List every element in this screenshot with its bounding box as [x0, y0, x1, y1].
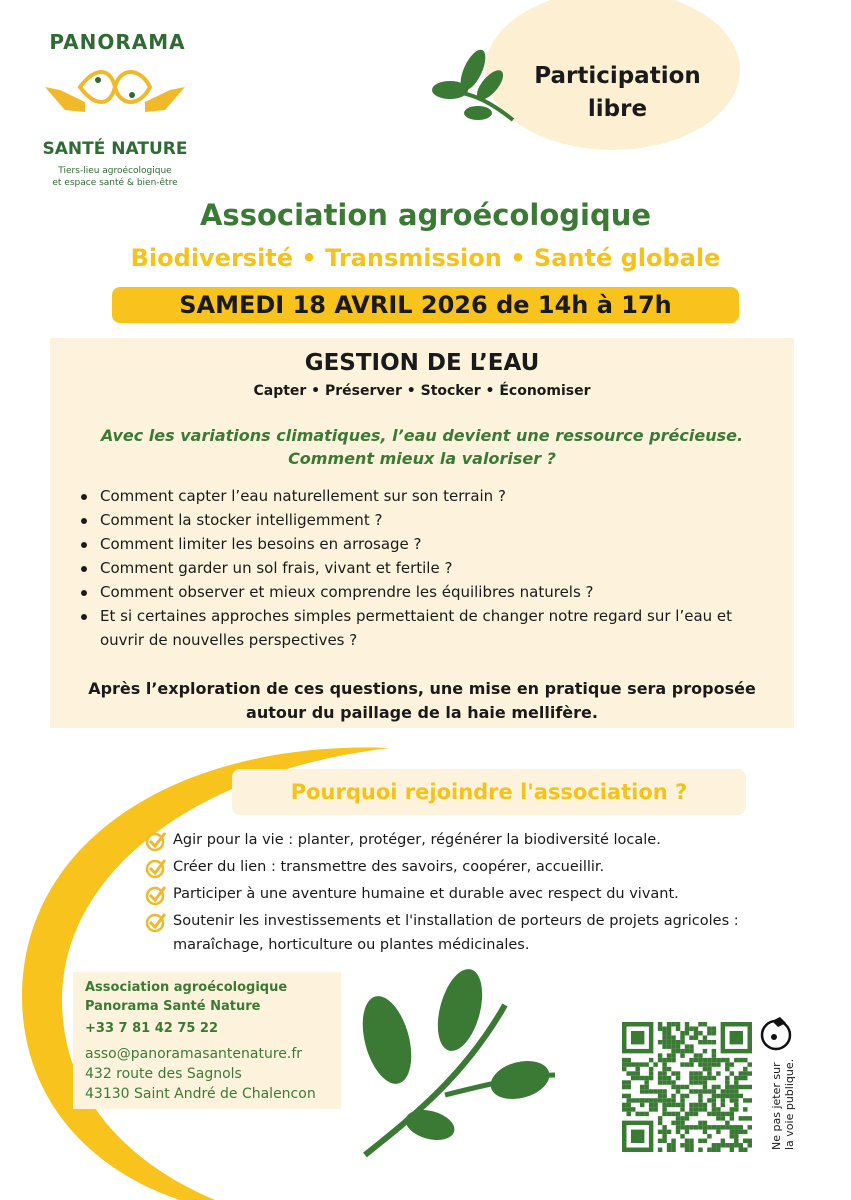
logo-line1: PANORAMA [49, 30, 186, 54]
notice-line1: Ne pas jeter sur [770, 1062, 783, 1150]
contact-address1: 432 route des Sagnols [85, 1066, 242, 1082]
participation-line1: Participation [534, 63, 701, 89]
list-item: Comment la stocker intelligemment ? [100, 508, 780, 532]
list-item: Comment capter l’eau naturellement sur son terrain ? [100, 484, 780, 508]
intro-line2: Comment mieux la valoriser ? [288, 449, 556, 468]
logo-line2: SANTÉ NATURE [42, 139, 188, 159]
contact-org1: Association agroécologique [85, 980, 288, 995]
list-item [145, 828, 745, 852]
list-item [145, 909, 745, 957]
workshop-conclusion [50, 677, 794, 725]
list-item: Et si certaines approches simples permettaient de changer notre regard sur l’eau et ouvrir de nouvelles perspectives ? [100, 604, 780, 652]
subtitle: Biodiversité • Transmission • Santé globale [130, 244, 721, 272]
conclusion-line1: Après l’exploration de ces questions, une mise en pratique sera proposée [88, 679, 756, 698]
contact-address2: 43130 Saint André de Chalencon [85, 1086, 316, 1102]
list-item: Comment observer et mieux comprendre les équilibres naturels ? [100, 580, 780, 604]
question-list [100, 484, 780, 652]
logo-tagline2: et espace santé & bien-être [52, 178, 178, 188]
reasons-list [145, 828, 745, 960]
participation-line2: libre [587, 96, 648, 122]
reason-text: Participer à une aventure humaine et durable avec respect du vivant. [173, 886, 679, 902]
contact-email: asso@panoramasantenature.fr [85, 1046, 303, 1062]
participation-text [500, 60, 735, 126]
check-icon [145, 830, 167, 852]
contact-box [73, 972, 341, 1109]
check-icon [145, 857, 167, 879]
conclusion-line2: autour du paillage de la haie mellifère. [246, 703, 598, 722]
contact-phone: +33 7 81 42 75 22 [85, 1021, 219, 1036]
logo-tagline1: Tiers-lieu agroécologique [58, 166, 172, 176]
intro-line1: Avec les variations climatiques, l’eau devient une ressource précieuse. [100, 426, 744, 445]
workshop-title: GESTION DE L’EAU [304, 350, 540, 376]
list-item [145, 882, 745, 906]
event-date: SAMEDI 18 AVRIL 2026 de 14h à 17h [112, 287, 739, 323]
list-item [145, 855, 745, 879]
reason-text: Agir pour la vie : planter, protéger, régénérer la biodiversité locale. [173, 832, 661, 848]
logo [30, 30, 200, 200]
check-icon [145, 911, 167, 933]
list-item: Comment limiter les besoins en arrosage ? [100, 532, 780, 556]
notice-line2: la voie publique. [783, 1058, 796, 1150]
reason-text: Créer du lien : transmettre des savoirs, coopérer, accueillir. [173, 859, 605, 875]
logo-tagline [30, 165, 200, 189]
contact-org2: Panorama Santé Nature [85, 999, 261, 1014]
check-icon [145, 884, 167, 906]
page-title: Association agroécologique [199, 198, 652, 232]
hands-infinity-icon [40, 62, 190, 112]
workshop-intro [50, 424, 794, 470]
why-heading: Pourquoi rejoindre l'association ? [232, 769, 746, 815]
list-item: Comment garder un sol frais, vivant et fertile ? [100, 556, 780, 580]
reason-text: Soutenir les investissements et l'installation de porteurs de projets agricoles : maraîchage, horticulture ou plantes médicinales. [173, 913, 739, 953]
tidyman-icon [758, 1015, 794, 1051]
workshop-tagline: Capter • Préserver • Stocker • Économiser [253, 383, 591, 399]
qr-code[interactable] [622, 1022, 752, 1152]
disposal-notice [770, 1059, 796, 1150]
large-leaf-branch-icon [355, 965, 565, 1165]
